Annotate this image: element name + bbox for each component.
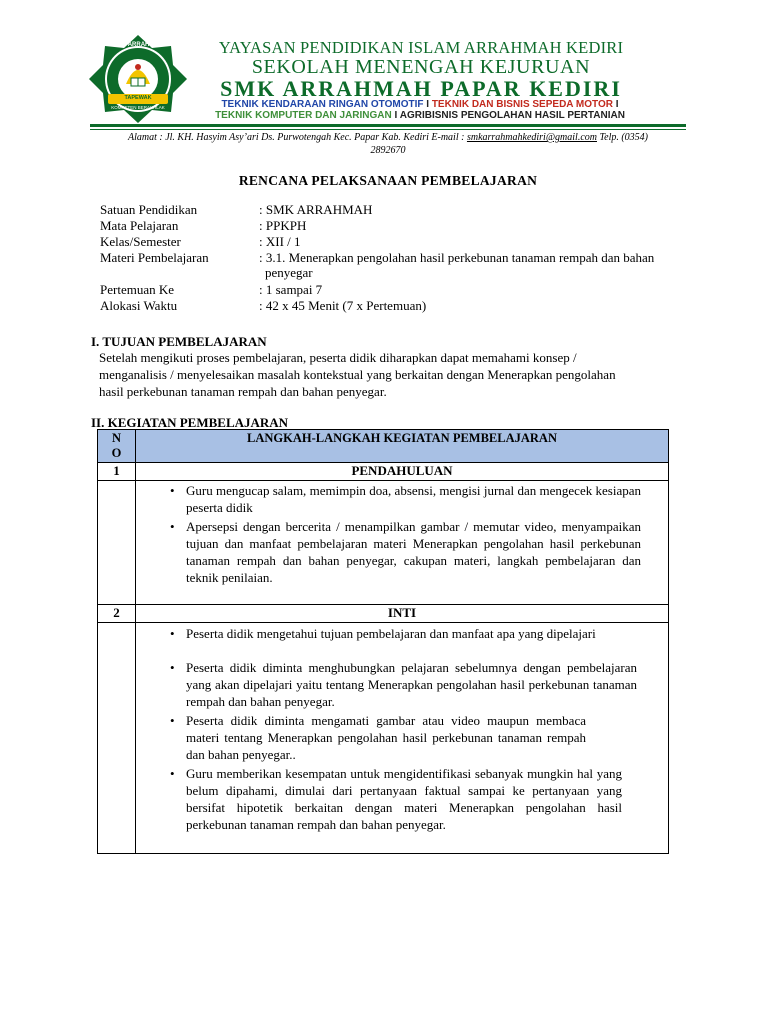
school-name: SMK ARRAHMAH PAPAR KEDIRI	[220, 76, 622, 101]
tujuan-line-3: hasil perkebunan tanaman rempah dan bahan penyegar.	[99, 384, 387, 399]
program-tbsm: TEKNIK DAN BISNIS SEPEDA MOTOR	[431, 99, 613, 110]
list-item: • Guru memberikan kesempatan untuk mengidentifikasi sebanyak mungkin hal yang belum dipahami, dimulai dari pertanyaan faktual sampai ke pertanyaan yang bersifat hipotetik berkaitan dengan materi Menerapkan pengolahan hasil perkebunan tanaman rempah dan bahan penyegar.	[186, 765, 622, 833]
list-item: • Guru mengucap salam, memimpin doa, absensi, mengisi jurnal dan mengecek kesiapan peserta didik	[186, 482, 641, 516]
foundation-name: YAYASAN PENDIDIKAN ISLAM ARRAHMAH KEDIRI	[218, 38, 624, 57]
program-tkj: TEKNIK KOMPUTER DAN JARINGAN	[215, 110, 392, 121]
phase-inti: INTI	[387, 605, 417, 620]
email-link[interactable]: smkarrahmahkediri@gmail.com	[466, 132, 597, 143]
mapel-value: : PPKPH	[259, 218, 307, 233]
kelas-value: : XII / 1	[259, 234, 301, 249]
program-line-2	[160, 110, 680, 121]
alokasi-value: : 42 x 45 Menit (7 x Pertemuan)	[259, 298, 427, 313]
table-line	[98, 480, 668, 481]
program-separator: I	[394, 110, 398, 121]
row-number: 2	[113, 605, 120, 620]
materi-value-cont: penyegar	[265, 265, 313, 280]
program-line-1	[160, 99, 680, 110]
pertemuan-label: Pertemuan Ke	[100, 282, 175, 297]
list-item: • Peserta didik mengetahui tujuan pembelajaran dan manfaat apa yang dipelajari	[186, 625, 637, 642]
kegiatan-heading: II. KEGIATAN PEMBELAJARAN	[91, 415, 289, 430]
program-aphp: AGRIBISNIS PENGOLAHAN HASIL PERTANIAN	[399, 110, 625, 121]
phone-number: 2892670	[370, 145, 406, 156]
tujuan-heading: I. TUJUAN PEMBELAJARAN	[91, 334, 267, 349]
program-tkro: TEKNIK KENDARAAN RINGAN OTOMOTIF	[221, 99, 424, 110]
tujuan-line-2: menganalisis / menyelesaikan masalah kontekstual yang berkaitan dengan Menerapkan pengolahan	[99, 367, 616, 382]
letterhead-rule-thick	[90, 124, 686, 127]
letterhead-rule-thin	[90, 129, 686, 130]
col-no-o: O	[111, 446, 122, 460]
col-no-header	[98, 431, 135, 461]
phase-pendahuluan: PENDAHULUAN	[351, 463, 453, 478]
document-title: RENCANA PELAKSANAAN PEMBELAJARAN	[238, 173, 538, 188]
phone-prefix: Telp. (0354)	[599, 132, 649, 143]
logo-top-text: SMK ARRAHMAH	[112, 42, 164, 48]
address-text: Alamat : Jl. KH. Hasyim Asy’ari Ds. Purwotengah Kec. Papar Kab. Kediri E-mail :	[127, 132, 465, 143]
col-no-n: N	[111, 431, 122, 445]
program-separator: I	[615, 99, 619, 110]
table-col-divider	[135, 430, 136, 853]
logo-banner-text: TAPEWAK	[124, 95, 152, 101]
school-type: SEKOLAH MENENGAH KEJURUAN	[251, 56, 591, 78]
list-item: • Peserta didik diminta mengamati gambar atau video maupun membaca materi tentang Menerapkan pengolahan hasil perkebunan tanaman rempah dan bahan penyegar..	[186, 712, 586, 763]
logo-bottom-text: KOMPETEN BERAKHLAK	[111, 105, 165, 110]
materi-value: : 3.1. Menerapkan pengolahan hasil perkebunan tanaman rempah dan bahan	[259, 250, 655, 265]
tujuan-line-1: Setelah mengikuti proses pembelajaran, peserta didik diharapkan dapat memahami konsep /	[99, 350, 577, 365]
satuan-value: : SMK ARRAHMAH	[259, 202, 373, 217]
tujuan-paragraph	[99, 349, 704, 400]
mapel-label: Mata Pelajaran	[100, 218, 179, 233]
list-item: • Peserta didik diminta menghubungkan pelajaran sebelumnya dengan pembelajaran yang akan dipelajari yaitu tentang Menerapkan pengolahan hasil perkebunan tanaman rempah dan bahan penyegar.	[186, 659, 637, 710]
satuan-label: Satuan Pendidikan	[100, 202, 198, 217]
materi-label: Materi Pembelajaran	[100, 250, 209, 265]
col-steps-header: LANGKAH-LANGKAH KEGIATAN PEMBELAJARAN	[247, 431, 557, 445]
kelas-label: Kelas/Semester	[100, 234, 181, 249]
list-item: • Apersepsi dengan bercerita / menampilkan gambar / memutar video, menyampaikan tujuan dan manfaat pembelajaran materi Menerapkan pengolahan hasil perkebunan tanaman rempah dan bahan penyegar, cakupan materi, langkah pembelajaran dan teknik penilaian.	[186, 518, 641, 586]
table-line	[98, 622, 668, 623]
address	[96, 131, 680, 157]
pertemuan-value: : 1 sampai 7	[259, 282, 323, 297]
alokasi-label: Alokasi Waktu	[100, 298, 178, 313]
program-separator: I	[426, 99, 430, 110]
row-number: 1	[113, 463, 120, 478]
